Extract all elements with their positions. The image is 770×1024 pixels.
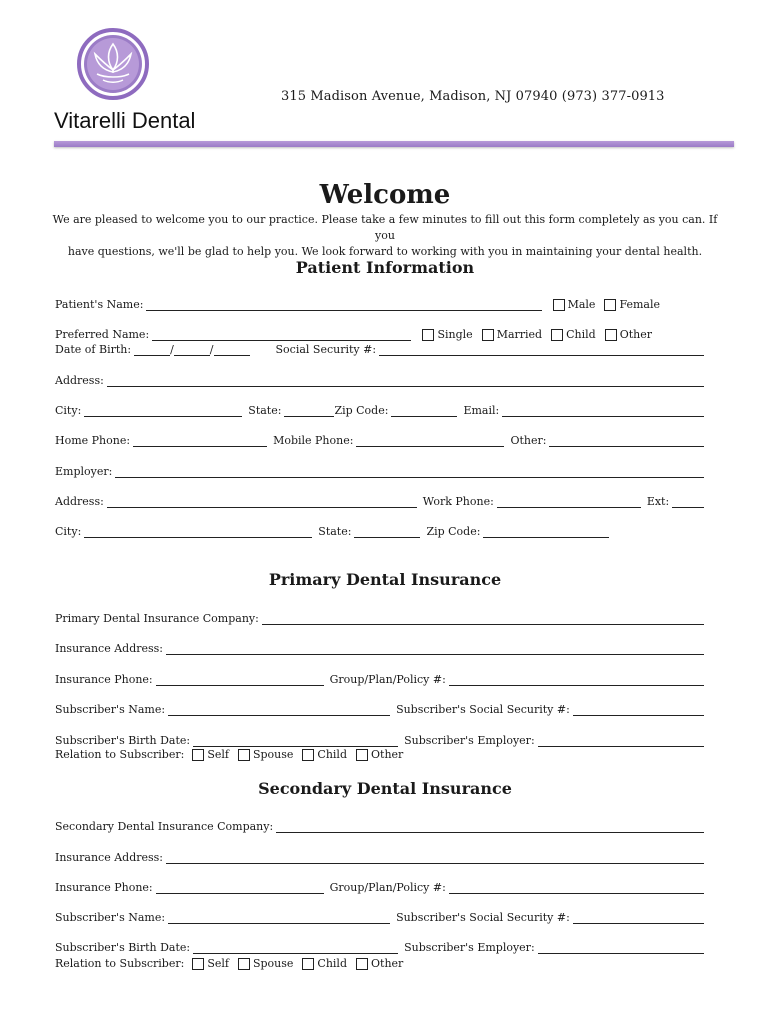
secondary-relation-row — [55, 955, 710, 970]
employer-address-field[interactable] — [107, 496, 417, 508]
single-label: Single — [437, 328, 473, 341]
intro-text — [50, 212, 720, 260]
female-label: Female — [619, 298, 660, 311]
dob-year-field[interactable] — [214, 344, 250, 356]
header-divider — [54, 141, 734, 147]
zip-field[interactable] — [391, 405, 457, 417]
male-label: Male — [567, 298, 596, 311]
employer-zip-label: Zip Code: — [426, 525, 481, 538]
dob-day-field[interactable] — [174, 344, 210, 356]
preferred-name-row — [55, 326, 710, 341]
secondary-sub-ssn-label: Subscriber's Social Security #: — [396, 911, 570, 924]
secondary-address-field[interactable] — [166, 852, 704, 864]
dob-separator: / — [170, 343, 174, 356]
city-field[interactable] — [84, 405, 242, 417]
state-label: State: — [248, 404, 282, 417]
dob-separator: / — [209, 343, 214, 356]
address-field[interactable] — [107, 375, 704, 387]
employer-state-label: State: — [318, 525, 352, 538]
city-label: City: — [55, 404, 82, 417]
zip-label: Zip Code: — [334, 404, 389, 417]
phone-row — [55, 432, 710, 447]
primary-address-field[interactable] — [166, 643, 704, 655]
married-label: Married — [496, 328, 543, 341]
other-phone-label: Other: — [510, 434, 547, 447]
primary-sub-ssn-field[interactable] — [573, 704, 704, 716]
primary-sub-birth-label: Subscriber's Birth Date: — [55, 734, 191, 747]
secondary-subscriber-row — [55, 909, 710, 924]
secondary-self-checkbox[interactable] — [192, 958, 204, 970]
intro-line: We are pleased to welcome you to our practice. Please take a few minutes to fill out this form completely as you can. If you — [52, 213, 718, 242]
dob-label: Date of Birth: — [55, 343, 132, 356]
primary-sub-employer-label: Subscriber's Employer: — [404, 734, 535, 747]
primary-sub-name-field[interactable] — [168, 704, 390, 716]
secondary-birth-row — [55, 939, 710, 954]
secondary-spouse-label: Spouse — [252, 957, 294, 970]
secondary-sub-employer-field[interactable] — [538, 942, 704, 954]
secondary-sub-name-field[interactable] — [168, 912, 390, 924]
email-field[interactable] — [502, 405, 704, 417]
other-status-checkbox[interactable] — [605, 329, 617, 341]
ssn-label: Social Security #: — [275, 343, 377, 356]
city-row — [55, 402, 710, 417]
secondary-company-field[interactable] — [276, 821, 704, 833]
secondary-other-checkbox[interactable] — [356, 958, 368, 970]
email-label: Email: — [463, 404, 500, 417]
primary-other-label: Other — [371, 748, 404, 761]
secondary-group-label: Group/Plan/Policy #: — [329, 881, 446, 894]
female-checkbox[interactable] — [604, 299, 616, 311]
patient-info-heading: Patient Information — [295, 258, 475, 277]
other-status-label: Other — [619, 328, 652, 341]
primary-relation-label: Relation to Subscriber: — [55, 748, 185, 761]
ext-field[interactable] — [672, 496, 704, 508]
primary-child-label: Child — [317, 748, 347, 761]
address-label: Address: — [55, 374, 104, 387]
primary-phone-field[interactable] — [156, 674, 324, 686]
married-checkbox[interactable] — [482, 329, 494, 341]
primary-company-label: Primary Dental Insurance Company: — [55, 612, 259, 625]
patient-name-label: Patient's Name: — [55, 298, 144, 311]
primary-sub-name-label: Subscriber's Name: — [55, 703, 166, 716]
practice-name: Vitarelli Dental — [54, 108, 196, 133]
primary-company-row — [55, 610, 710, 625]
child-status-label: Child — [566, 328, 596, 341]
secondary-address-label: Insurance Address: — [55, 851, 164, 864]
secondary-company-row — [55, 818, 710, 833]
employer-state-field[interactable] — [354, 526, 420, 538]
state-field[interactable] — [284, 405, 334, 417]
page-title: Welcome — [319, 180, 451, 210]
secondary-sub-employer-label: Subscriber's Employer: — [404, 941, 535, 954]
secondary-phone-field[interactable] — [156, 882, 324, 894]
practice-address-phone: 315 Madison Avenue, Madison, NJ 07940 (973) 377-0913 — [281, 89, 665, 104]
primary-insurance-heading: Primary Dental Insurance — [268, 570, 502, 589]
home-phone-field[interactable] — [133, 435, 267, 447]
secondary-self-label: Self — [207, 957, 229, 970]
secondary-relation-label: Relation to Subscriber: — [55, 957, 185, 970]
employer-field[interactable] — [115, 466, 704, 478]
primary-other-checkbox[interactable] — [356, 749, 368, 761]
primary-child-checkbox[interactable] — [302, 749, 314, 761]
secondary-sub-birth-label: Subscriber's Birth Date: — [55, 941, 191, 954]
employer-city-label: City: — [55, 525, 82, 538]
secondary-phone-row — [55, 879, 710, 894]
primary-spouse-label: Spouse — [252, 748, 294, 761]
primary-relation-row — [55, 746, 710, 761]
lotus-logo-icon — [77, 28, 149, 100]
secondary-sub-birth-field[interactable] — [193, 942, 398, 954]
primary-self-checkbox[interactable] — [192, 749, 204, 761]
home-phone-label: Home Phone: — [55, 434, 131, 447]
dob-ssn-row — [55, 341, 710, 356]
primary-spouse-checkbox[interactable] — [238, 749, 250, 761]
primary-subscriber-row — [55, 701, 710, 716]
child-status-checkbox[interactable] — [551, 329, 563, 341]
employer-label: Employer: — [55, 465, 113, 478]
ext-label: Ext: — [646, 495, 670, 508]
primary-birth-row — [55, 732, 710, 747]
employer-address-row — [55, 493, 710, 508]
primary-self-label: Self — [207, 748, 229, 761]
secondary-sub-name-label: Subscriber's Name: — [55, 911, 166, 924]
employer-city-row — [55, 523, 710, 538]
employer-row — [55, 463, 710, 478]
primary-group-label: Group/Plan/Policy #: — [329, 673, 446, 686]
employer-address-label: Address: — [55, 495, 104, 508]
secondary-phone-label: Insurance Phone: — [55, 881, 153, 894]
secondary-address-row — [55, 849, 710, 864]
secondary-other-label: Other — [371, 957, 404, 970]
secondary-child-checkbox[interactable] — [302, 958, 314, 970]
primary-phone-row — [55, 671, 710, 686]
patient-name-field[interactable] — [146, 299, 541, 311]
primary-group-field[interactable] — [449, 674, 704, 686]
preferred-name-label: Preferred Name: — [55, 328, 150, 341]
ssn-field[interactable] — [379, 344, 704, 356]
mobile-phone-label: Mobile Phone: — [273, 434, 354, 447]
employer-zip-field[interactable] — [483, 526, 609, 538]
patient-name-row — [55, 296, 710, 311]
address-row — [55, 372, 710, 387]
secondary-sub-ssn-field[interactable] — [573, 912, 704, 924]
dob-month-field[interactable] — [134, 344, 170, 356]
single-checkbox[interactable] — [422, 329, 434, 341]
primary-phone-label: Insurance Phone: — [55, 673, 153, 686]
primary-address-label: Insurance Address: — [55, 642, 164, 655]
primary-company-field[interactable] — [262, 613, 704, 625]
secondary-spouse-checkbox[interactable] — [238, 958, 250, 970]
secondary-insurance-heading: Secondary Dental Insurance — [258, 779, 512, 798]
employer-city-field[interactable] — [84, 526, 312, 538]
other-phone-field[interactable] — [549, 435, 704, 447]
male-checkbox[interactable] — [553, 299, 565, 311]
primary-sub-ssn-label: Subscriber's Social Security #: — [396, 703, 570, 716]
secondary-company-label: Secondary Dental Insurance Company: — [55, 820, 274, 833]
secondary-group-field[interactable] — [449, 882, 704, 894]
work-phone-field[interactable] — [497, 496, 641, 508]
intro-line: have questions, we'll be glad to help you. We look forward to working with you in maintaining your dental health. — [67, 245, 703, 258]
primary-address-row — [55, 640, 710, 655]
secondary-child-label: Child — [317, 957, 347, 970]
work-phone-label: Work Phone: — [422, 495, 494, 508]
preferred-name-field[interactable] — [152, 329, 411, 341]
mobile-phone-field[interactable] — [356, 435, 504, 447]
